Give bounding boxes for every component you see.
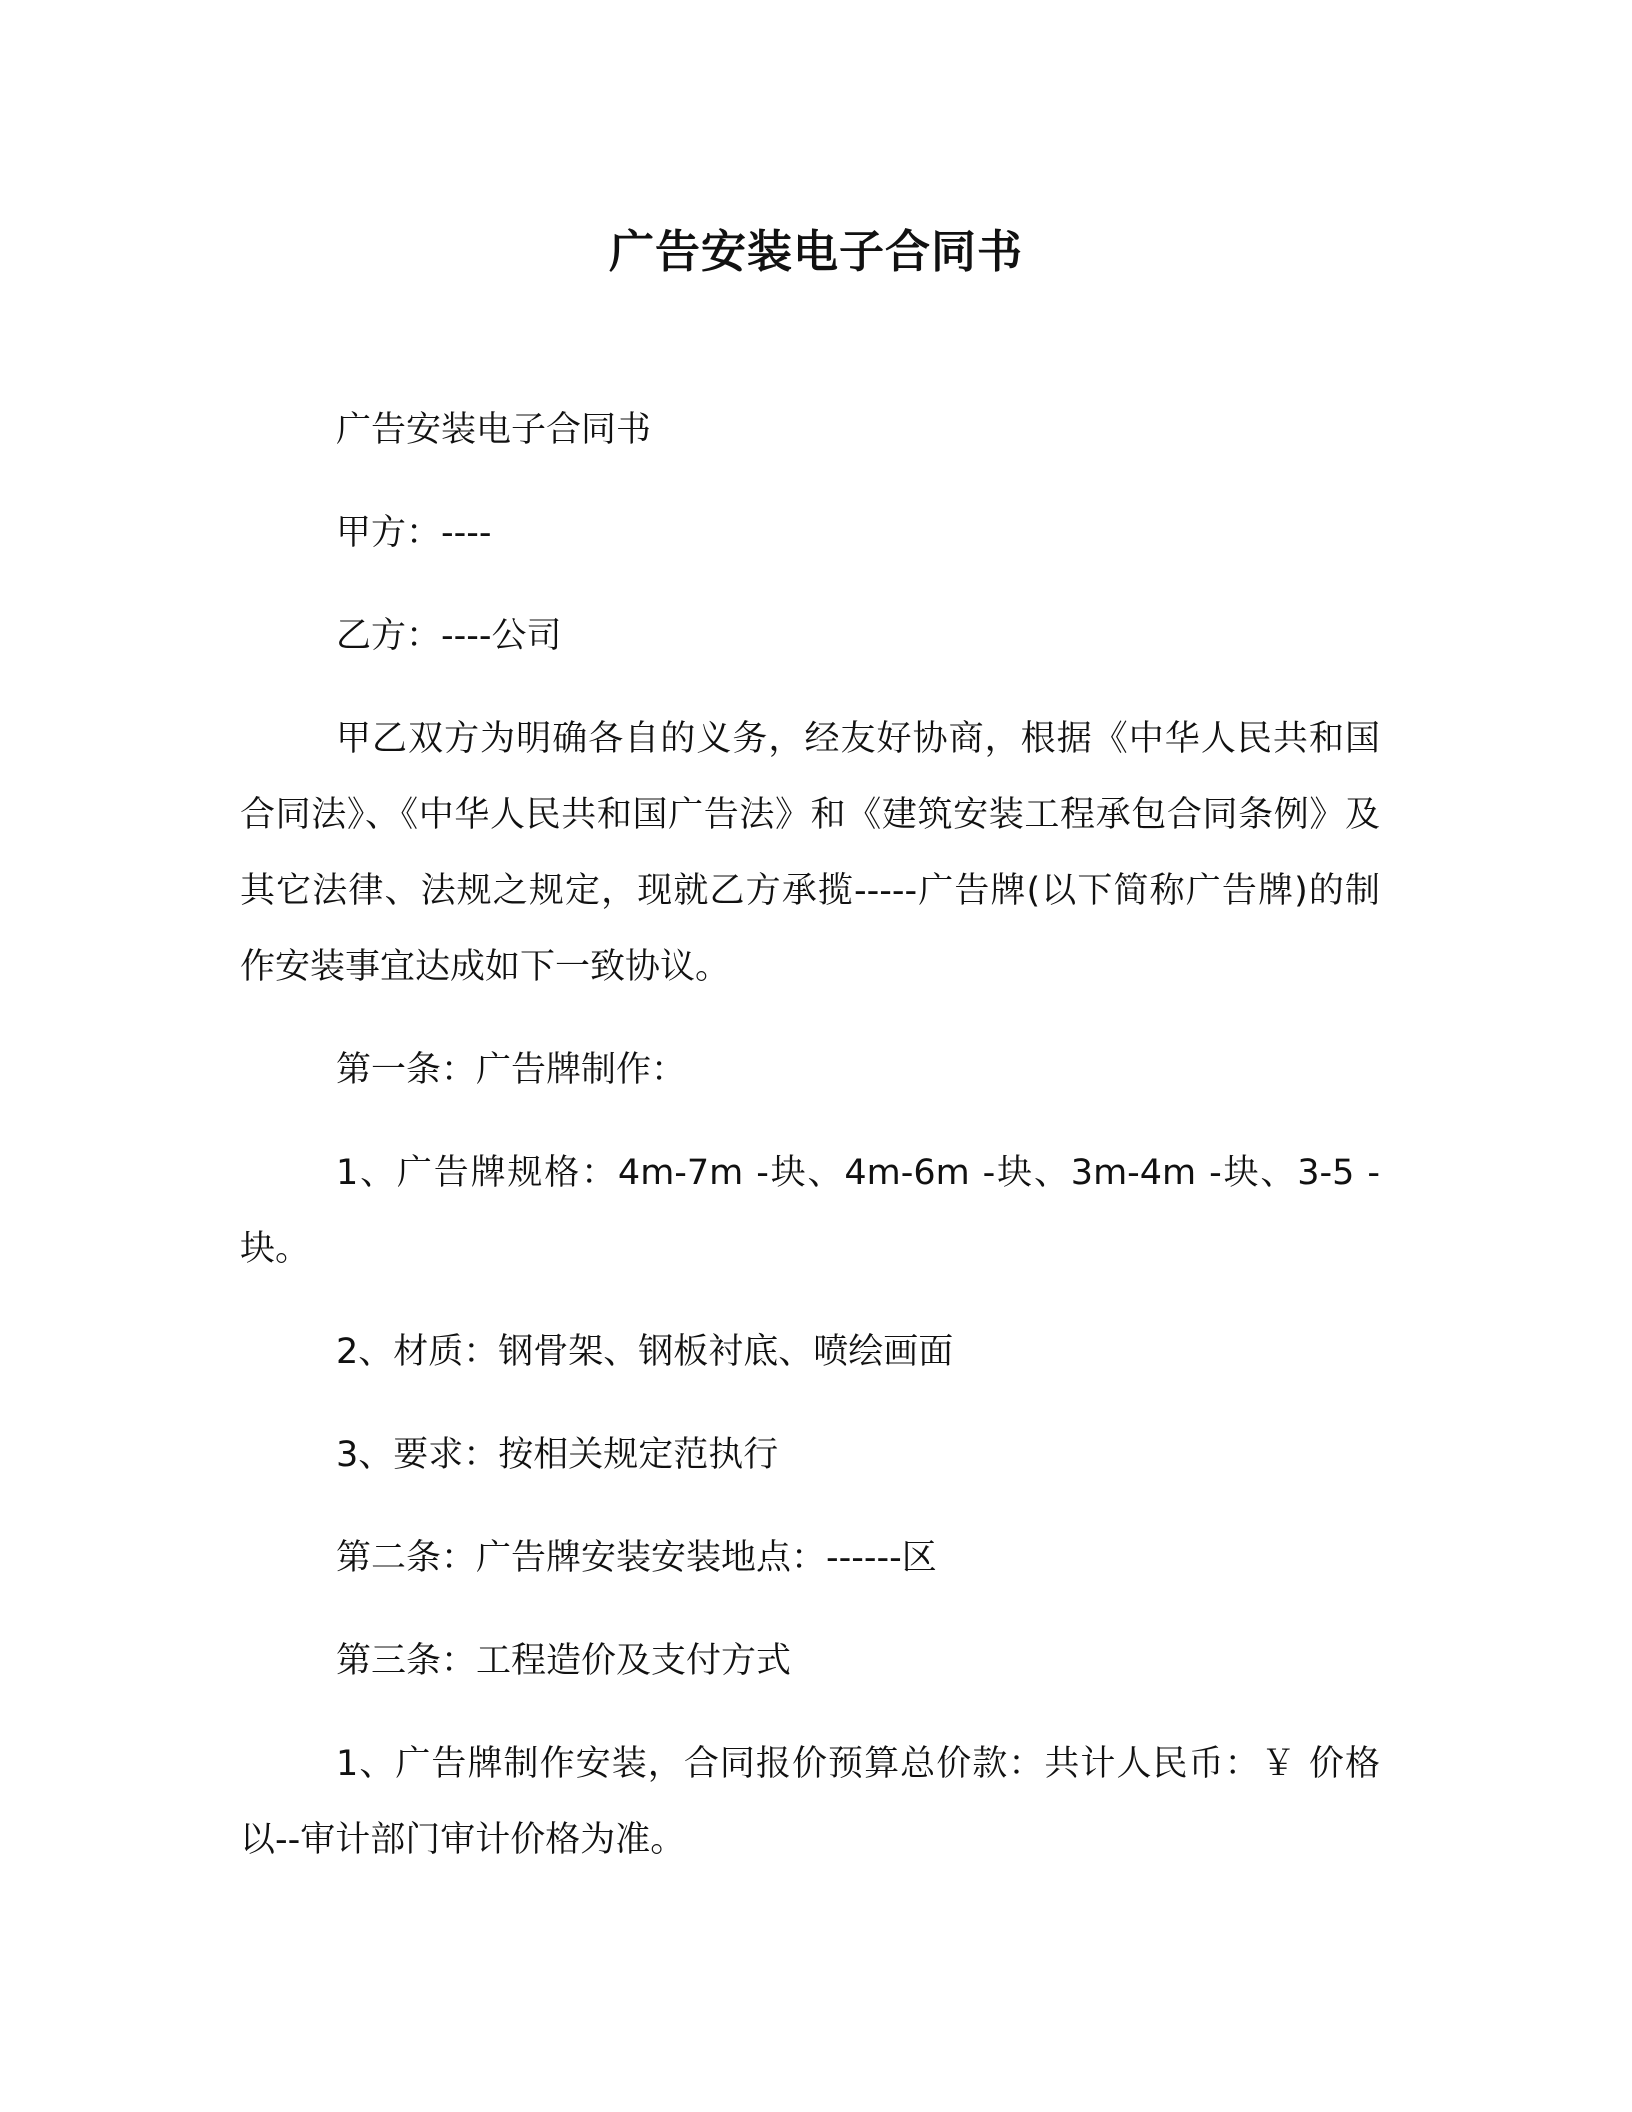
document-title: 广告安装电子合同书 — [608, 225, 1023, 278]
price-item: 1、广告牌制作安装，合同报价预算总价款：共计人民币：￥ 价格以--审计部门审计价格为准。 — [240, 1744, 1380, 1860]
party-a-line: 甲方：---- — [336, 513, 492, 553]
document-body — [240, 392, 1380, 1905]
party-b-line: 乙方：----公司 — [336, 616, 562, 656]
contract-subtitle: 广告安装电子合同书 — [336, 410, 652, 450]
article-1-heading: 第一条：广告牌制作： — [336, 1050, 687, 1090]
article-3-heading: 第三条：工程造价及支付方式 — [336, 1641, 792, 1681]
material-item: 2、材质：钢骨架、钢板衬底、喷绘画面 — [336, 1332, 954, 1372]
spec-item: 1、广告牌规格：4m-7m -块、4m-6m -块、3m-4m -块、3-5 -块。 — [240, 1153, 1380, 1269]
article-2-heading: 第二条：广告牌安装安装地点：------区 — [336, 1538, 937, 1578]
requirement-item: 3、要求：按相关规定范执行 — [336, 1435, 779, 1475]
preamble-paragraph: 甲乙双方为明确各自的义务，经友好协商，根据《中华人民共和国合同法》、《中华人民共和国广告法》和《建筑安装工程承包合同条例》及其它法律、法规之规定，现就乙方承揽-----广告牌(以下简称广告牌)的制作安装事宜达成如下一致协议。 — [240, 719, 1380, 987]
